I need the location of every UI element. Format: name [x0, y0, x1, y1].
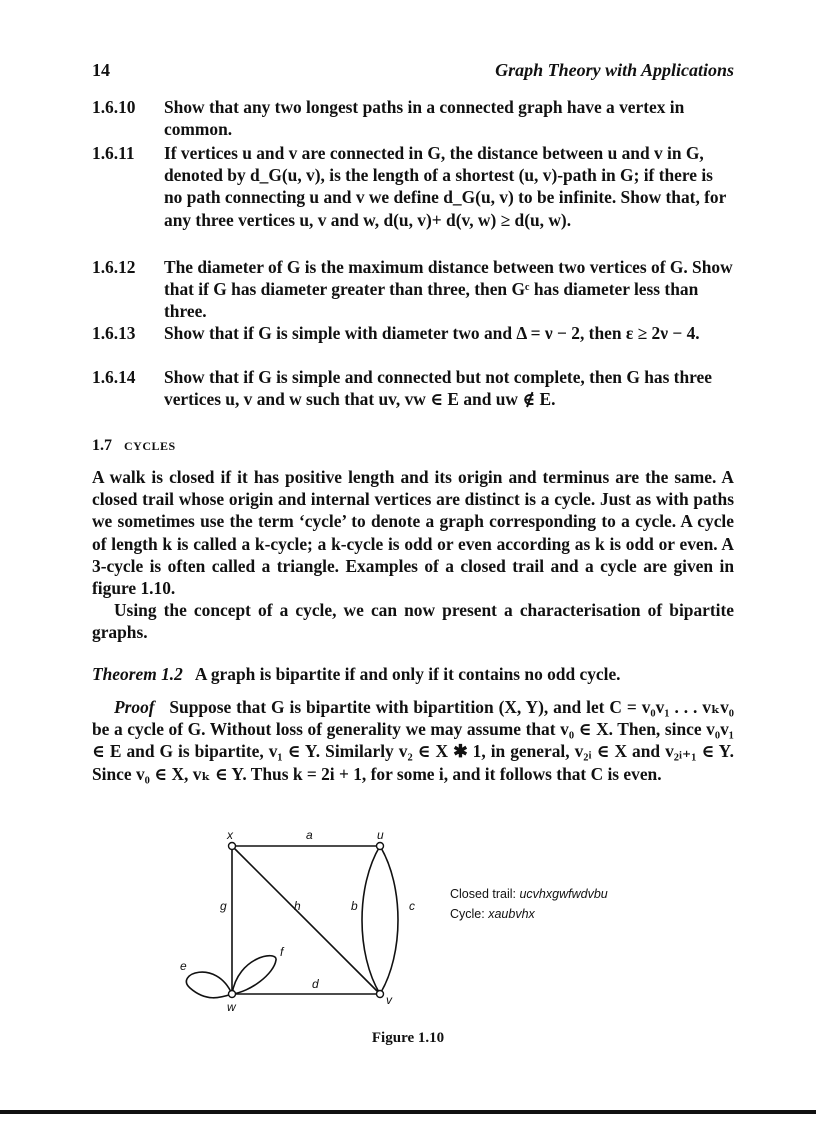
proof-text: Suppose that G is bipartite with bipartition (X, Y), and let C = v₀v₁ . . . vₖv₀ be a cycle of G. Without loss of generality we may assume that v₀ ∈ X. Then, since v₀v₁ ∈ E and G is bipartite, v₁ ∈ Y. Similarly v₂ ∈ X ✱ 1, in general, v₂ᵢ ∈ X and v₂ᵢ₊₁ ∈ Y. Since v₀ ∈ X, vₖ ∈ Y. Thus k = 2i + 1, for some i, and it follows that C is even. [92, 697, 734, 784]
section-title: CYCLES [124, 439, 176, 453]
edge-f-loop [232, 956, 276, 994]
section-heading [92, 437, 176, 455]
exercise-1-6-12 [92, 256, 734, 323]
exercise-1-6-13 [92, 322, 734, 344]
exercise-1-6-10 [92, 96, 734, 140]
theorem [92, 663, 734, 685]
edge-label-a: a [306, 828, 313, 842]
exercise-number: 1.6.10 [92, 97, 136, 117]
exercise-text: The diameter of G is the maximum distance between two vertices of G. Show that if G has diameter greater than three, then Gᶜ has diameter less than three. [164, 257, 733, 322]
exercise-text: Show that if G is simple with diameter two and Δ = ν − 2, then ε ≥ 2ν − 4. [164, 323, 700, 343]
edge-b [362, 846, 380, 994]
exercise-number: 1.6.13 [92, 323, 136, 343]
figure-caption: Figure 1.10 [371, 1030, 445, 1046]
section-number: 1.7 [92, 437, 112, 454]
edge-e-loop [186, 972, 232, 998]
vertex-label-u: u [377, 828, 384, 842]
exercise-text: Show that if G is simple and connected but not complete, then G has three vertices u, v and w such that uv, vw ∈ E and uw ∉ E. [164, 367, 712, 410]
exercise-number: 1.6.14 [92, 367, 136, 387]
exercise-number: 1.6.12 [92, 257, 136, 277]
exercise-text: Show that any two longest paths in a connected graph have a vertex in common. [164, 97, 685, 140]
edge-label-b: b [351, 899, 358, 913]
vertex-u [377, 843, 384, 850]
theorem-label: Theorem 1.2 [92, 664, 183, 684]
exercise-1-6-11 [92, 142, 734, 231]
vertex-label-v: v [386, 993, 392, 1007]
svg-text:Cycle: xaubvhx [450, 907, 536, 921]
edge-label-e: e [180, 959, 187, 973]
theorem-text: A graph is bipartite if and only if it contains no odd cycle. [194, 664, 621, 684]
edge-h [232, 846, 380, 994]
edge-label-c: c [409, 899, 415, 913]
running-title: Graph Theory with Applications [495, 60, 734, 80]
exercise-number: 1.6.11 [92, 143, 135, 163]
svg-text:Closed trail: ucvhxgwf [450, 887, 608, 901]
exercise-1-6-14 [92, 366, 734, 410]
edge-label-h: h [294, 899, 301, 913]
proof-label: Proof [114, 697, 155, 717]
edge-label-f: f [280, 945, 284, 959]
cycle-value: xaubvhx [488, 907, 535, 921]
graph-diagram [180, 826, 700, 1016]
vertex-x [229, 843, 236, 850]
cycles-paragraph: A walk is closed if it has positive length and its origin and terminus are the same. A closed trail whose origin and internal vertices are distinct is a cycle. Just as with paths we sometimes use the term ‘cycle’ to denote a graph corresponding to a cycle. A cycle of length k is called a k-cycle; a k-cycle is odd or even according as k is odd or even. A 3-cycle is often called a triangle. Examples of a closed trail and a cycle are given in figure 1.10. [92, 467, 734, 599]
exercise-text: If vertices u and v are connected in G, the distance between u and v in G, denoted by d_G(u, v), is the length of a shortest (u, v)-path in G; if there is no path connecting u and v we define d_G(u, v) to be infinite. Show that, for any three vertices u, v and w, d(u, v)+ d(v, w) ≥ d(u, w). [164, 143, 727, 230]
vertex-w [229, 991, 236, 998]
edge-c [380, 846, 398, 994]
edge-label-d: d [312, 977, 319, 991]
bipartite-intro-paragraph: Using the concept of a cycle, we can now present a characterisation of bipartite graphs. [92, 600, 734, 643]
page-bottom-rule [0, 1110, 816, 1114]
page-number: 14 [92, 60, 110, 80]
edge-label-g: g [220, 899, 227, 913]
closed-trail-value: ucvhxgwfwdvbu [519, 887, 608, 901]
proof [92, 696, 734, 785]
figure-1-10 [180, 826, 700, 1016]
vertex-label-w: w [227, 1000, 236, 1014]
cycle-label: Cycle: [450, 907, 485, 921]
closed-trail-label: Closed trail: [450, 887, 516, 901]
vertex-label-x: x [227, 828, 233, 842]
page-header [92, 60, 734, 86]
vertex-v [377, 991, 384, 998]
